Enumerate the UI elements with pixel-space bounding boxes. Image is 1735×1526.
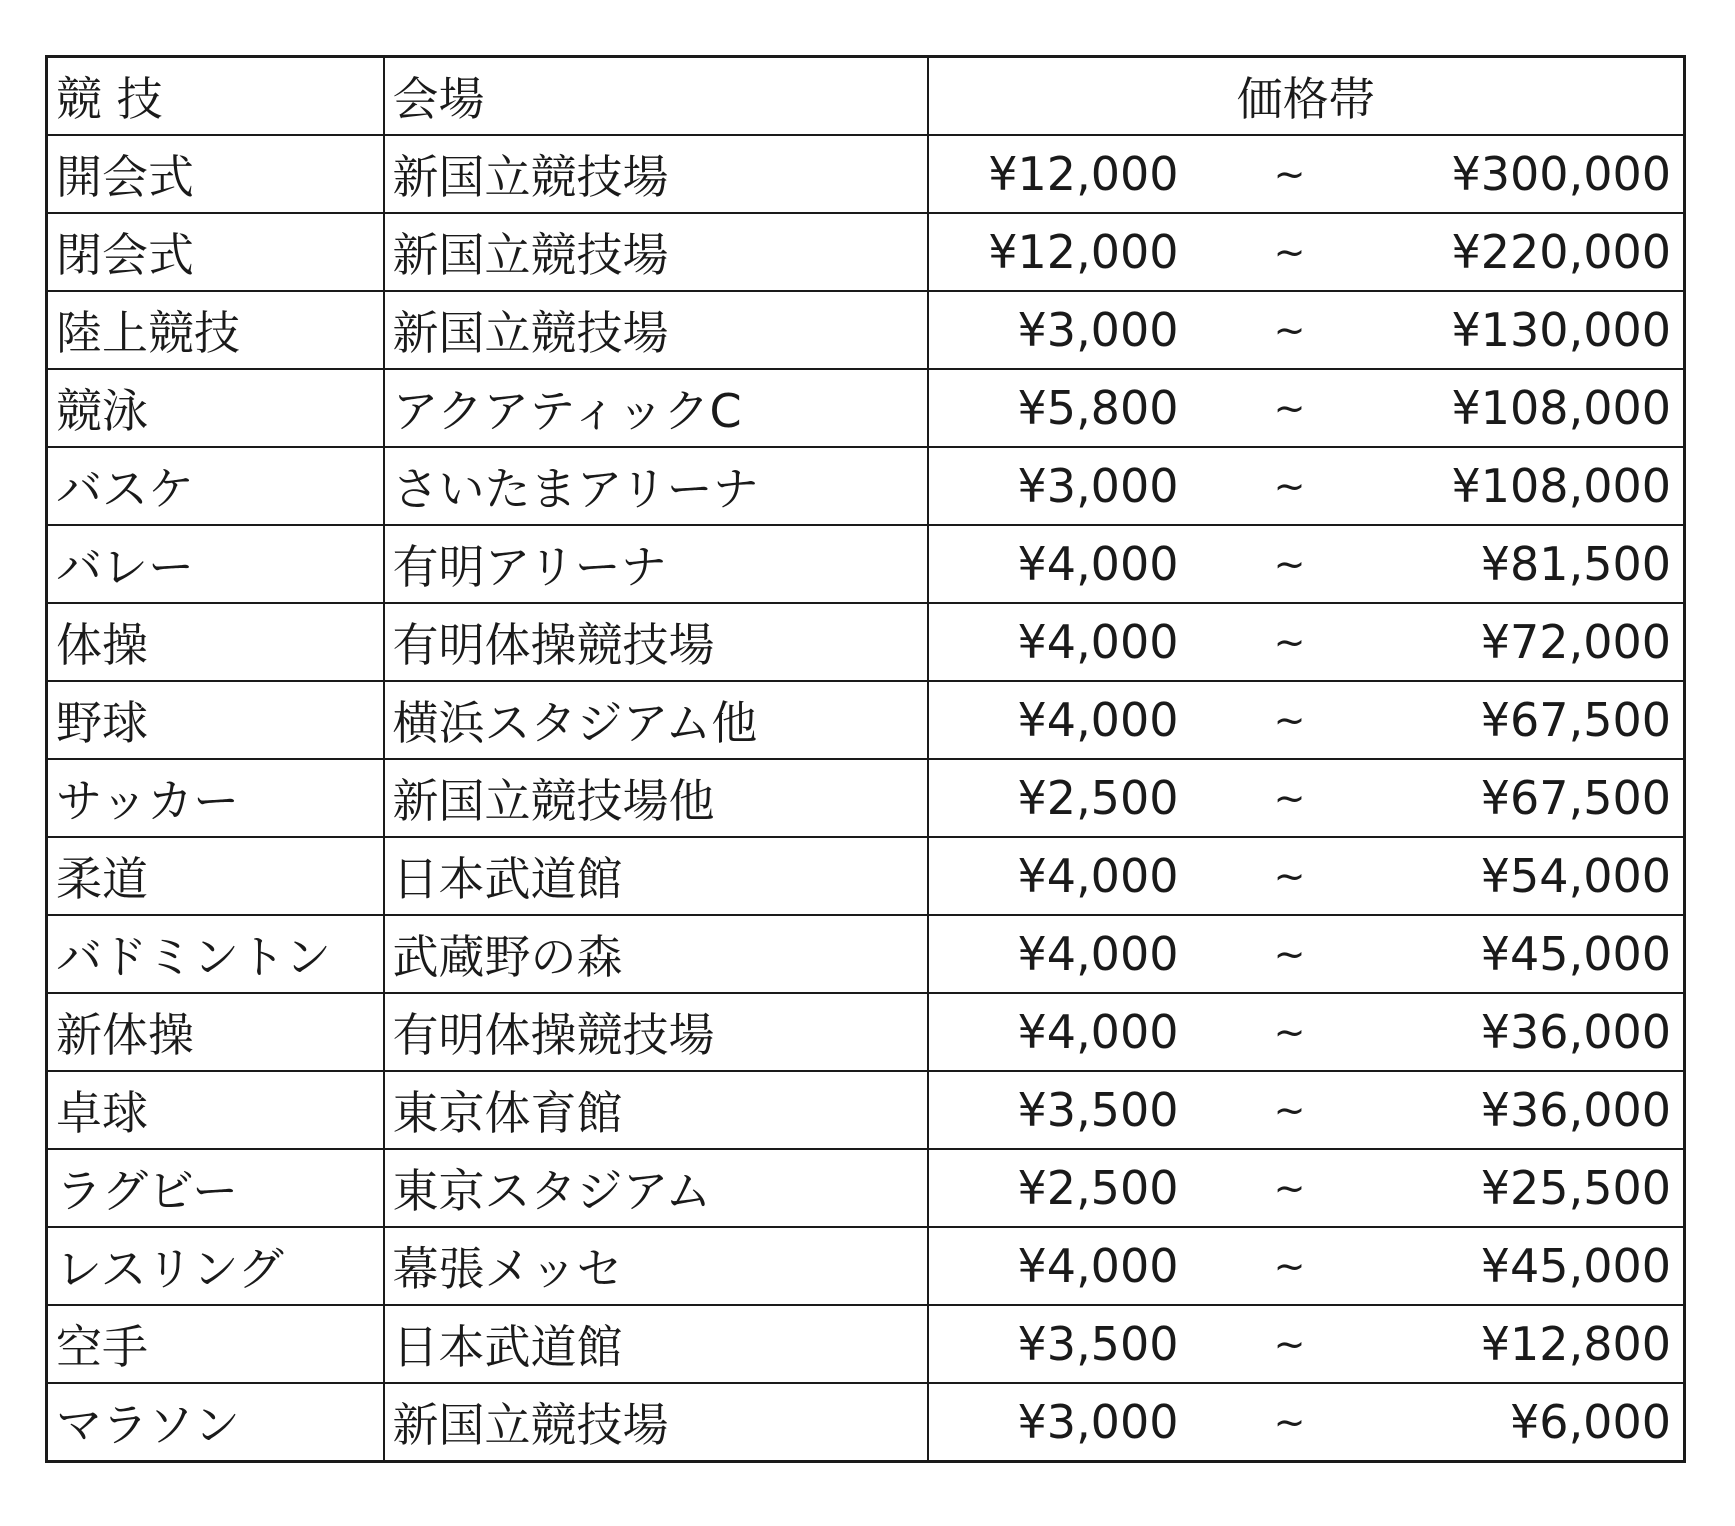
venue-name: 新国立競技場 [392,150,669,204]
price-cell [928,525,1685,603]
price-separator: ~ [1273,1400,1306,1444]
venue-name: 有明体操競技場 [392,618,715,672]
venue-name: さいたまアリーナ [392,462,759,516]
venue-cell [384,135,928,213]
price-cell [928,135,1685,213]
price-separator: ~ [1273,1244,1306,1288]
price-range [929,916,1684,992]
venue-cell [384,1227,928,1305]
price-cell [928,1305,1685,1383]
sport-cell [47,681,384,759]
price-min: ¥2,500 [1017,771,1179,825]
sport-name: 体操 [56,618,148,672]
price-min: ¥3,000 [1017,303,1179,357]
venue-cell [384,447,928,525]
venue-name: 東京体育館 [392,1086,623,1140]
venue-name: アクアティックC [392,384,742,438]
venue-cell [384,915,928,993]
price-cell [928,837,1685,915]
table-row [47,1071,1685,1149]
sport-cell [47,837,384,915]
price-separator: ~ [1273,230,1306,274]
price-max: ¥54,000 [1480,849,1671,903]
sport-cell [47,915,384,993]
price-range [929,994,1684,1070]
price-max: ¥81,500 [1480,537,1671,591]
price-range [929,1306,1684,1382]
price-separator: ~ [1273,152,1306,196]
price-range [929,214,1684,290]
header-price [928,57,1685,136]
sport-name: バレー [56,540,194,594]
table-row [47,759,1685,837]
price-cell [928,681,1685,759]
price-max: ¥67,500 [1480,771,1671,825]
venue-cell [384,291,928,369]
sport-cell [47,1071,384,1149]
price-separator: ~ [1273,542,1306,586]
price-min: ¥2,500 [1017,1161,1179,1215]
sport-name: 空手 [56,1320,148,1374]
venue-cell [384,837,928,915]
price-max: ¥36,000 [1480,1005,1671,1059]
sport-cell [47,1305,384,1383]
table-row [47,993,1685,1071]
venue-cell [384,1383,928,1462]
venue-cell [384,993,928,1071]
header-sport [47,57,384,136]
table-row [47,1227,1685,1305]
price-min: ¥4,000 [1017,1005,1179,1059]
price-max: ¥45,000 [1480,927,1671,981]
price-range [929,1150,1684,1226]
table-row [47,1149,1685,1227]
sport-cell [47,1227,384,1305]
price-separator: ~ [1273,1088,1306,1132]
price-separator: ~ [1273,1322,1306,1366]
price-cell [928,603,1685,681]
venue-name: 日本武道館 [392,852,623,906]
price-max: ¥72,000 [1480,615,1671,669]
price-min: ¥3,500 [1017,1083,1179,1137]
price-range [929,448,1684,524]
price-min: ¥4,000 [1017,615,1179,669]
table-row [47,369,1685,447]
price-min: ¥4,000 [1017,927,1179,981]
venue-name: 新国立競技場 [392,306,669,360]
sport-name: ラグビー [56,1164,239,1218]
price-min: ¥4,000 [1017,693,1179,747]
sport-cell [47,759,384,837]
price-cell [928,1149,1685,1227]
price-max: ¥36,000 [1480,1083,1671,1137]
sport-name: サッカー [56,774,240,828]
price-range [929,838,1684,914]
table-body [47,135,1685,1462]
price-range [929,136,1684,212]
venue-name: 東京スタジアム [392,1164,712,1218]
venue-cell [384,681,928,759]
table-row [47,525,1685,603]
price-separator: ~ [1273,1166,1306,1210]
price-max: ¥6,000 [1510,1395,1671,1449]
price-separator: ~ [1273,776,1306,820]
price-separator: ~ [1273,308,1306,352]
venue-name: 新国立競技場 [392,228,669,282]
price-min: ¥5,800 [1017,381,1179,435]
price-min: ¥4,000 [1017,537,1179,591]
sport-name: マラソン [56,1398,240,1452]
sport-name: 新体操 [56,1008,194,1062]
sport-cell [47,603,384,681]
price-range [929,1228,1684,1304]
table-row [47,447,1685,525]
table-row [47,1383,1685,1462]
ticket-price-table [45,55,1686,1463]
price-min: ¥4,000 [1017,849,1179,903]
table-header [47,57,1685,136]
venue-cell [384,213,928,291]
header-venue-label: 会場 [392,72,485,126]
venue-cell [384,603,928,681]
sport-name: 競泳 [56,384,148,438]
price-max: ¥108,000 [1451,381,1671,435]
sport-cell [47,525,384,603]
price-range [929,682,1684,758]
sport-cell [47,369,384,447]
table-row [47,837,1685,915]
price-cell [928,447,1685,525]
price-range [929,526,1684,602]
venue-cell [384,1305,928,1383]
price-separator: ~ [1273,464,1306,508]
table-row [47,603,1685,681]
sport-name: 開会式 [56,150,194,204]
price-max: ¥25,500 [1480,1161,1671,1215]
sport-cell [47,1149,384,1227]
price-cell [928,291,1685,369]
price-range [929,1384,1684,1460]
price-cell [928,213,1685,291]
table-row [47,135,1685,213]
price-max: ¥130,000 [1451,303,1671,357]
venue-name: 日本武道館 [392,1320,623,1374]
price-min: ¥3,500 [1017,1317,1179,1371]
price-cell [928,1071,1685,1149]
price-max: ¥108,000 [1451,459,1671,513]
header-row [47,57,1685,136]
sport-name: 卓球 [56,1086,148,1140]
table-row [47,915,1685,993]
table-row [47,213,1685,291]
price-range [929,292,1684,368]
sport-name: 閉会式 [56,228,194,282]
price-separator: ~ [1273,1010,1306,1054]
header-price-label: 価格帯 [1236,72,1375,126]
price-max: ¥45,000 [1480,1239,1671,1293]
header-venue [384,57,928,136]
price-cell [928,369,1685,447]
venue-name: 新国立競技場他 [392,774,715,828]
price-max: ¥300,000 [1451,147,1671,201]
table-row [47,291,1685,369]
sport-name: バドミントン [56,930,332,984]
price-cell [928,1227,1685,1305]
sport-cell [47,1383,384,1462]
header-sport-label: 競 技 [56,72,163,126]
sport-name: レスリング [56,1242,284,1296]
venue-name: 有明体操競技場 [392,1008,715,1062]
sport-cell [47,135,384,213]
price-separator: ~ [1273,620,1306,664]
sport-name: バスケ [56,462,194,516]
price-separator: ~ [1273,932,1306,976]
price-range [929,760,1684,836]
venue-cell [384,759,928,837]
price-range [929,604,1684,680]
sport-name: 柔道 [56,852,148,906]
price-separator: ~ [1273,698,1306,742]
sport-cell [47,213,384,291]
price-separator: ~ [1273,386,1306,430]
price-min: ¥4,000 [1017,1239,1179,1293]
price-cell [928,1383,1685,1462]
venue-name: 幕張メッセ [392,1242,623,1296]
venue-cell [384,525,928,603]
price-cell [928,993,1685,1071]
price-cell [928,915,1685,993]
venue-cell [384,1149,928,1227]
price-range [929,1072,1684,1148]
price-max: ¥67,500 [1480,693,1671,747]
venue-name: 横浜スタジアム他 [392,696,758,750]
price-max: ¥12,800 [1480,1317,1671,1371]
price-max: ¥220,000 [1451,225,1671,279]
table-row [47,1305,1685,1383]
price-min: ¥3,000 [1017,1395,1179,1449]
venue-name: 有明アリーナ [392,540,667,594]
price-separator: ~ [1273,854,1306,898]
table-row [47,681,1685,759]
venue-name: 新国立競技場 [392,1398,669,1452]
sport-cell [47,447,384,525]
price-min: ¥12,000 [988,225,1179,279]
sport-name: 野球 [56,696,148,750]
price-min: ¥12,000 [988,147,1179,201]
venue-cell [384,369,928,447]
price-min: ¥3,000 [1017,459,1179,513]
sport-cell [47,993,384,1071]
price-range [929,370,1684,446]
sport-cell [47,291,384,369]
venue-name: 武蔵野の森 [392,930,623,984]
sport-name: 陸上競技 [56,306,240,360]
price-cell [928,759,1685,837]
venue-cell [384,1071,928,1149]
